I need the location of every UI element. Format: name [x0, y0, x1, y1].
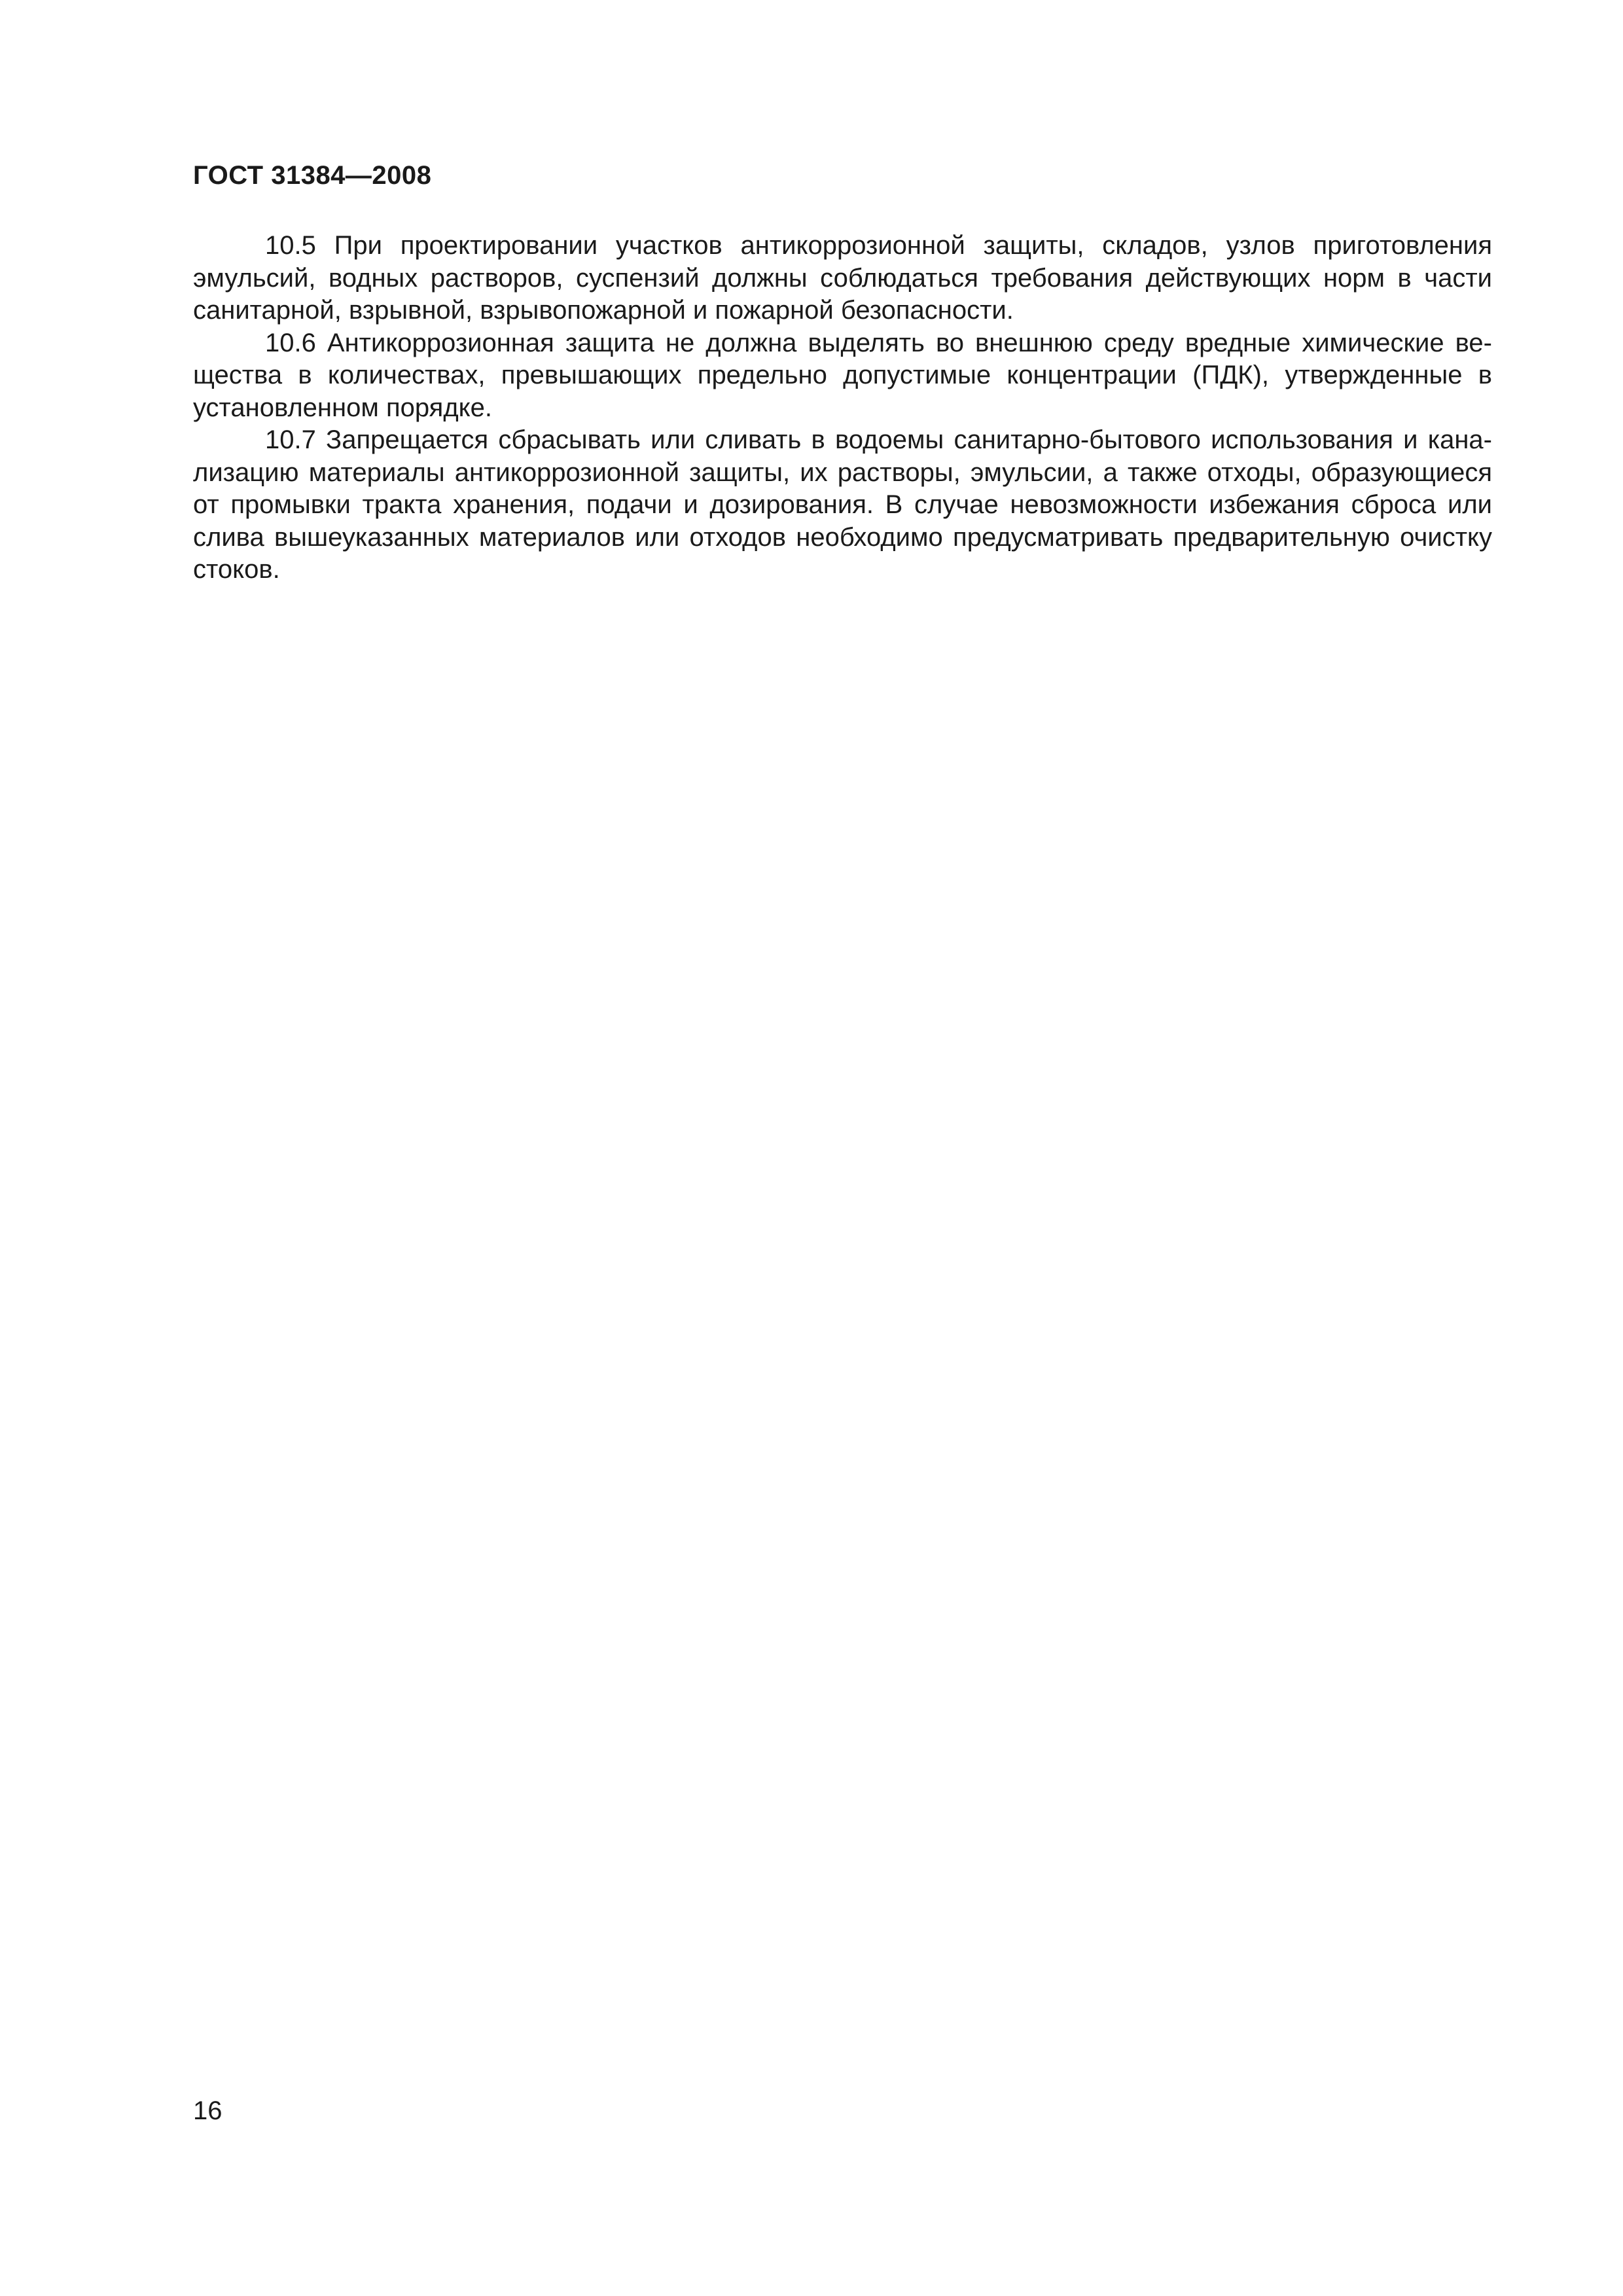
- document-header: ГОСТ 31384—2008: [193, 161, 432, 190]
- paragraph-10-7: 10.7 Запрещается сбрасывать или сливать в водоемы санитарно-бытового использования и канализацию материалы антикоррозионной защиты, их растворы, эмульсии, а также отходы, образующиеся от промывки тракта хранения, подачи и дозирования. В случае невозможности избежания сброса или слива вышеуказанных материалов или отходов необходимо предусматривать предварительную очистку стоков.: [193, 425, 1492, 584]
- page-number: 16: [193, 2096, 223, 2125]
- paragraph-10-6: 10.6 Антикоррозионная защита не должна выделять во внешнюю среду вредные химические вещества в количествах, превышающих предельно допустимые концентрации (ПДК), утвержденные в установленном порядке.: [193, 328, 1492, 422]
- document-body: [193, 230, 1492, 586]
- paragraph-10-5: 10.5 При проектировании участков антикоррозионной защиты, складов, узлов приготовления эмульсий, водных растворов, суспензий должны соблюдаться требования действующих норм в части санитарной, взрывной, взрывопожарной и пожарной безопасности.: [193, 231, 1492, 325]
